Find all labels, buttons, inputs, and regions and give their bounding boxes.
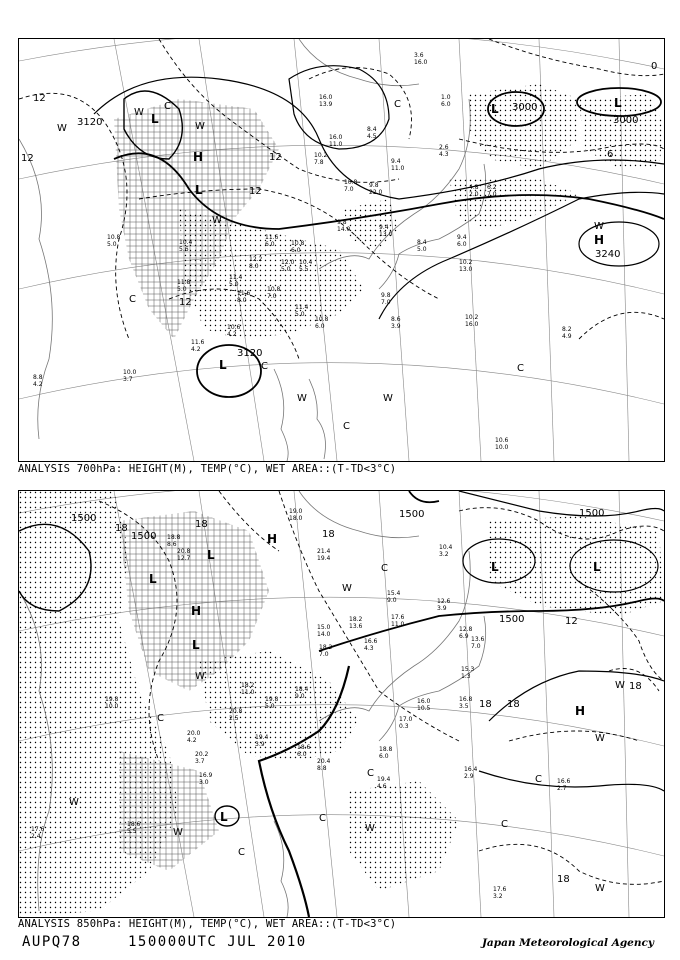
station-dewpoint: 16.0 xyxy=(465,321,479,328)
station-ob xyxy=(314,152,328,166)
station-ob xyxy=(123,369,137,383)
height-label: 3120 xyxy=(237,348,263,359)
station-temp: 19.8 xyxy=(105,696,119,703)
height-label: 1500 xyxy=(131,531,157,542)
station-ob xyxy=(471,636,485,650)
station-temp: 10.8 xyxy=(107,234,121,241)
station-ob xyxy=(317,624,331,638)
warm-marker: W xyxy=(69,797,79,808)
warm-marker: W xyxy=(173,827,183,838)
cold-marker: C xyxy=(238,847,245,858)
station-ob xyxy=(399,716,413,730)
station-dewpoint: 4.2 xyxy=(191,346,201,353)
station-dewpoint: 5.5 xyxy=(299,266,309,273)
station-temp: 19.4 xyxy=(377,776,391,783)
cold-marker: C xyxy=(394,99,401,110)
station-ob xyxy=(439,144,449,158)
coastline xyxy=(309,379,325,459)
map-700hpa xyxy=(18,38,665,462)
station-temp: 20.8 xyxy=(229,708,243,715)
station-ob xyxy=(417,239,427,253)
height-label: 1500 xyxy=(399,509,425,520)
station-temp: 10.2 xyxy=(465,314,479,321)
wet-area-south xyxy=(349,781,459,891)
station-temp: 17.6 xyxy=(31,826,45,833)
low-center: L xyxy=(149,572,157,586)
height-label: 1500 xyxy=(579,508,605,519)
station-dewpoint: 4.3 xyxy=(439,151,449,158)
station-dewpoint: 11.0 xyxy=(391,621,405,628)
station-temp: 10.6 xyxy=(227,324,241,331)
station-dewpoint: 16.0 xyxy=(414,59,428,66)
station-temp: 15.4 xyxy=(387,590,401,597)
cold-marker: C xyxy=(517,363,524,374)
low-center: L xyxy=(614,96,622,110)
station-ob xyxy=(344,179,358,193)
station-dewpoint: 4.2 xyxy=(227,331,237,338)
station-dewpoint: 13.9 xyxy=(319,101,333,108)
station-temp: 9.4 xyxy=(379,224,389,231)
station-dewpoint: 4.5 xyxy=(367,133,377,140)
isotherm xyxy=(479,844,664,884)
station-ob xyxy=(562,326,572,340)
height-label: 1500 xyxy=(499,614,525,625)
temp-label: 12 xyxy=(21,153,34,164)
station-temp: 18.2 xyxy=(349,616,363,623)
station-temp: 15.3 xyxy=(461,666,475,673)
cold-marker: C xyxy=(535,774,542,785)
station-dewpoint: 7.0 xyxy=(267,293,277,300)
warm-marker: W xyxy=(134,107,144,118)
station-temp: 17.6 xyxy=(391,614,405,621)
station-dewpoint: 5.0 xyxy=(265,703,275,710)
station-ob xyxy=(317,548,331,562)
station-temp: 18.2 xyxy=(241,682,255,689)
station-dewpoint: 5.0 xyxy=(417,246,427,253)
station-temp: 10.8 xyxy=(315,316,329,323)
high-center: H xyxy=(267,532,278,546)
cold-marker: C xyxy=(367,768,374,779)
station-dewpoint: 3.7 xyxy=(195,758,205,765)
station-dewpoint: 3.9 xyxy=(255,741,265,748)
temp-label: 6 xyxy=(607,149,614,160)
station-temp: 10.2 xyxy=(314,152,328,159)
station-ob xyxy=(493,886,507,900)
station-ob xyxy=(391,158,405,172)
station-temp: 10.6 xyxy=(495,437,509,444)
station-dewpoint: 1.3 xyxy=(461,673,471,680)
station-ob xyxy=(459,259,473,273)
height-label: 3120 xyxy=(77,117,103,128)
station-temp: 9.8 xyxy=(369,182,379,189)
station-temp: 11.4 xyxy=(295,304,309,311)
station-ob xyxy=(465,314,479,328)
cold-marker: C xyxy=(343,421,350,432)
station-temp: 12.2 xyxy=(249,256,263,263)
station-dewpoint: 5.5 xyxy=(127,828,137,835)
station-dewpoint: 3.7 xyxy=(123,376,133,383)
coastline xyxy=(19,139,52,439)
station-dewpoint: 7.0 xyxy=(344,186,354,193)
station-dewpoint: 13.6 xyxy=(349,623,363,630)
station-ob xyxy=(187,730,201,744)
station-temp: 4.8 xyxy=(469,184,479,191)
station-dewpoint: 13.0 xyxy=(379,231,393,238)
station-temp: 20.2 xyxy=(195,751,209,758)
station-dewpoint: 4.3 xyxy=(364,645,374,652)
station-ob xyxy=(557,778,571,792)
low-center: L xyxy=(491,560,499,574)
station-dewpoint: 8.0 xyxy=(237,297,247,304)
station-temp: 10.8 xyxy=(344,179,358,186)
station-temp: 6.2 xyxy=(487,184,497,191)
station-dewpoint: 6.0 xyxy=(291,247,301,254)
station-temp: 10.8 xyxy=(267,286,281,293)
warm-marker: W xyxy=(297,393,307,404)
station-dewpoint: 12.7 xyxy=(177,555,191,562)
station-dewpoint: 2.5 xyxy=(229,715,239,722)
station-dewpoint: 22.0 xyxy=(369,189,383,196)
station-dewpoint: 3.2 xyxy=(493,893,503,900)
station-dewpoint: 6.0 xyxy=(441,101,451,108)
panel-caption-700hpa: ANALYSIS 700hPa: HEIGHT(M), TEMP(°C), WET AREA::(T-TD<3°C) xyxy=(18,463,397,475)
station-temp: 8.4 xyxy=(417,239,427,246)
station-temp: 11.4 xyxy=(229,274,243,281)
station-ob xyxy=(105,696,119,710)
station-dewpoint: 18.0 xyxy=(289,515,303,522)
coastline xyxy=(319,551,470,721)
station-temp: 16.9 xyxy=(199,772,213,779)
station-dewpoint: 11.0 xyxy=(241,689,255,696)
station-temp: 8.2 xyxy=(562,326,572,333)
station-temp: 10.4 xyxy=(179,239,193,246)
station-ob xyxy=(329,134,343,148)
cold-marker: C xyxy=(164,101,171,112)
warm-marker: W xyxy=(594,221,604,232)
temp-label: 12 xyxy=(269,152,282,163)
station-temp: 16.8 xyxy=(459,696,473,703)
low-center: L xyxy=(195,183,203,197)
station-dewpoint: 5.0 xyxy=(177,286,187,293)
high-center: H xyxy=(575,704,586,718)
low-center: L xyxy=(220,810,228,824)
low-center: L xyxy=(491,102,499,116)
station-ob xyxy=(191,339,205,353)
station-dewpoint: 6.9 xyxy=(459,633,469,640)
station-dewpoint: 10.5 xyxy=(417,705,431,712)
station-dewpoint: 7.0 xyxy=(487,191,497,198)
station-temp: 8.8 xyxy=(33,374,43,381)
warm-marker: W xyxy=(595,883,605,894)
station-temp: 1.0 xyxy=(441,94,451,101)
station-temp: 8.6 xyxy=(391,316,401,323)
station-ob xyxy=(439,544,453,558)
station-ob xyxy=(177,548,191,562)
station-dewpoint: 5.0 xyxy=(107,241,117,248)
station-ob xyxy=(495,437,509,451)
temp-label: 18 xyxy=(629,681,642,692)
station-ob xyxy=(381,292,391,306)
temp-label: 18 xyxy=(195,519,208,530)
station-dewpoint: 4.2 xyxy=(33,381,43,388)
station-temp: 12.6 xyxy=(437,598,451,605)
station-temp: 20.0 xyxy=(187,730,201,737)
station-dewpoint: 3.2 xyxy=(439,551,449,558)
station-dewpoint: 6.0 xyxy=(457,241,467,248)
cold-marker: C xyxy=(501,819,508,830)
station-dewpoint: 9.0 xyxy=(387,597,397,604)
station-temp: 11.6 xyxy=(191,339,205,346)
station-dewpoint: 8.0 xyxy=(249,263,259,270)
station-temp: 16.6 xyxy=(557,778,571,785)
station-dewpoint: 5.0 xyxy=(229,281,239,288)
temp-label: 18 xyxy=(115,523,128,534)
valid-time: 150000UTC JUL 2010 xyxy=(128,934,307,950)
contour-1500-north xyxy=(409,491,439,502)
station-dewpoint: 7.0 xyxy=(319,651,329,658)
station-temp: 18.6 xyxy=(297,744,311,751)
station-ob xyxy=(241,682,255,696)
map-700hpa-svg xyxy=(19,39,664,461)
station-temp: 17.6 xyxy=(493,886,507,893)
station-dewpoint: 3.0 xyxy=(199,779,209,786)
station-temp: 16.0 xyxy=(329,134,343,141)
station-temp: 8.4 xyxy=(367,126,377,133)
parallel-line xyxy=(19,39,664,69)
low-center: L xyxy=(219,358,227,372)
station-ob xyxy=(319,94,333,108)
station-temp: 10.4 xyxy=(439,544,453,551)
cold-marker: C xyxy=(319,813,326,824)
station-ob xyxy=(487,184,497,198)
station-dewpoint: 5.0 xyxy=(295,311,305,318)
station-ob xyxy=(319,644,333,658)
temp-label: 0 xyxy=(651,61,658,72)
parallel-line xyxy=(19,145,664,184)
parallel-line xyxy=(19,363,664,404)
isotherm xyxy=(579,312,664,339)
station-temp: 11.8 xyxy=(177,279,191,286)
station-temp: 9.8 xyxy=(381,292,391,299)
isotherm xyxy=(19,93,129,339)
station-temp: 15.0 xyxy=(317,624,331,631)
station-dewpoint: 3.5 xyxy=(459,703,469,710)
temp-label: 18 xyxy=(322,529,335,540)
station-temp: 18.4 xyxy=(295,686,309,693)
station-dewpoint: 2.4 xyxy=(31,833,41,840)
high-center: H xyxy=(193,150,204,164)
station-temp: 10.0 xyxy=(123,369,137,376)
station-dewpoint: 6.0 xyxy=(265,241,275,248)
wet-area-sakhalin xyxy=(469,84,579,169)
temp-label: 18 xyxy=(557,874,570,885)
low-center: L xyxy=(593,560,601,574)
low-center: L xyxy=(192,638,200,652)
station-dewpoint: 2.0 xyxy=(469,191,479,198)
station-dewpoint: 6.0 xyxy=(315,323,325,330)
cold-marker: C xyxy=(157,713,164,724)
station-temp: 16.4 xyxy=(464,766,478,773)
warm-marker: W xyxy=(212,215,222,226)
station-ob xyxy=(367,126,377,140)
low-center: L xyxy=(151,112,159,126)
station-dewpoint: 13.0 xyxy=(459,266,473,273)
map-850hpa-svg xyxy=(19,491,664,917)
warm-marker: W xyxy=(383,393,393,404)
height-label: 1500 xyxy=(71,513,97,524)
station-temp: 12.0 xyxy=(281,259,295,266)
station-dewpoint: 2.7 xyxy=(557,785,567,792)
station-temp: 16.0 xyxy=(319,94,333,101)
station-temp: 17.0 xyxy=(399,716,413,723)
station-temp: 11.6 xyxy=(265,234,279,241)
high-center: H xyxy=(191,604,202,618)
station-ob xyxy=(464,766,478,780)
temp-label: 12 xyxy=(179,297,192,308)
station-temp: 10.8 xyxy=(291,240,305,247)
station-temp: 20.4 xyxy=(317,758,331,765)
station-ob xyxy=(317,758,331,772)
station-ob xyxy=(459,696,473,710)
station-dewpoint: 5.0 xyxy=(281,266,291,273)
station-temp: 12.8 xyxy=(459,626,473,633)
cold-marker: C xyxy=(261,361,268,372)
station-ob xyxy=(195,751,209,765)
station-temp: 3.6 xyxy=(414,52,424,59)
warm-marker: W xyxy=(57,123,67,134)
temp-label: 12 xyxy=(565,616,578,627)
station-dewpoint: 4.2 xyxy=(187,737,197,744)
station-temp: 18.8 xyxy=(379,746,393,753)
station-dewpoint: 10.0 xyxy=(495,444,509,451)
station-ob xyxy=(441,94,451,108)
station-dewpoint: 6.0 xyxy=(297,751,307,758)
station-dewpoint: 11.0 xyxy=(391,165,405,172)
station-dewpoint: 5.6 xyxy=(179,246,189,253)
warm-marker: W xyxy=(195,671,205,682)
station-dewpoint: 4.6 xyxy=(377,783,387,790)
station-ob xyxy=(461,666,475,680)
temp-label: 18 xyxy=(507,699,520,710)
station-temp: 9.4 xyxy=(457,234,467,241)
station-temp: 10.4 xyxy=(299,259,313,266)
station-temp: 13.6 xyxy=(471,636,485,643)
station-ob xyxy=(469,184,479,198)
station-dewpoint: 9.0 xyxy=(295,693,305,700)
agency-credit: Japan Meteorological Agency xyxy=(481,937,654,949)
station-temp: 19.8 xyxy=(265,696,279,703)
warm-marker: W xyxy=(615,680,625,691)
station-temp: 10.2 xyxy=(459,259,473,266)
high-center: H xyxy=(594,233,605,247)
station-ob xyxy=(289,508,303,522)
station-dewpoint: 2.9 xyxy=(464,773,474,780)
height-label: 3000 xyxy=(613,115,639,126)
station-temp: 20.8 xyxy=(177,548,191,555)
station-temp: 9.4 xyxy=(391,158,401,165)
panel-caption-850hpa: ANALYSIS 850hPa: HEIGHT(M), TEMP(°C), WET AREA::(T-TD<3°C) xyxy=(18,918,397,930)
wet-area-scs xyxy=(119,751,219,871)
station-dewpoint: 10.0 xyxy=(105,703,119,710)
warm-marker: W xyxy=(595,733,605,744)
station-dewpoint: 11.0 xyxy=(329,141,343,148)
station-ob xyxy=(457,234,467,248)
station-temp: 9.8 xyxy=(337,219,347,226)
height-label: 3240 xyxy=(595,249,621,260)
isotherm xyxy=(489,39,664,76)
coastline xyxy=(319,99,470,269)
warm-marker: W xyxy=(365,823,375,834)
station-dewpoint: 19.4 xyxy=(317,555,331,562)
chart-code: AUPQ78 xyxy=(22,934,82,950)
warm-marker: W xyxy=(195,121,205,132)
station-temp: 18.6 xyxy=(127,821,141,828)
contour-1440 xyxy=(459,491,664,516)
station-ob xyxy=(369,182,383,196)
station-dewpoint: 0.3 xyxy=(399,723,409,730)
station-dewpoint: 14.0 xyxy=(317,631,331,638)
station-ob xyxy=(379,746,393,760)
station-ob xyxy=(33,374,43,388)
station-ob xyxy=(414,52,428,66)
station-dewpoint: 8.6 xyxy=(167,541,177,548)
station-ob xyxy=(387,590,401,604)
station-temp: 18.2 xyxy=(319,644,333,651)
station-dewpoint: 7.0 xyxy=(471,643,481,650)
temp-label: 18 xyxy=(479,699,492,710)
station-dewpoint: 7.8 xyxy=(314,159,324,166)
station-temp: 11.6 xyxy=(237,290,251,297)
height-label: 3000 xyxy=(512,102,538,113)
station-dewpoint: 6.0 xyxy=(379,753,389,760)
wet-area-korea xyxy=(344,199,399,249)
low-center: L xyxy=(207,548,215,562)
station-ob xyxy=(364,638,378,652)
cold-marker: C xyxy=(129,294,136,305)
station-temp: 19.0 xyxy=(289,508,303,515)
station-dewpoint: 3.9 xyxy=(437,605,447,612)
contour-1560-south xyxy=(479,771,664,791)
coastline xyxy=(299,39,419,86)
coastline xyxy=(274,369,288,461)
station-temp: 21.4 xyxy=(317,548,331,555)
station-ob xyxy=(391,316,401,330)
station-dewpoint: 4.9 xyxy=(562,333,572,340)
temp-label: 12 xyxy=(33,93,46,104)
station-temp: 19.4 xyxy=(255,734,269,741)
station-ob xyxy=(417,698,431,712)
station-ob xyxy=(437,598,451,612)
station-dewpoint: 7.0 xyxy=(381,299,391,306)
warm-marker: W xyxy=(342,583,352,594)
station-ob xyxy=(315,316,329,330)
station-ob xyxy=(391,614,405,628)
station-temp: 2.6 xyxy=(439,144,449,151)
temp-label: 12 xyxy=(249,186,262,197)
station-ob xyxy=(349,616,363,630)
station-ob xyxy=(199,772,213,786)
station-dewpoint: 14.0 xyxy=(337,226,351,233)
map-850hpa xyxy=(18,490,665,918)
station-dewpoint: 8.8 xyxy=(317,765,327,772)
station-temp: 16.0 xyxy=(417,698,431,705)
cold-marker: C xyxy=(381,563,388,574)
station-temp: 16.6 xyxy=(364,638,378,645)
station-dewpoint: 3.9 xyxy=(391,323,401,330)
station-temp: 18.8 xyxy=(167,534,181,541)
